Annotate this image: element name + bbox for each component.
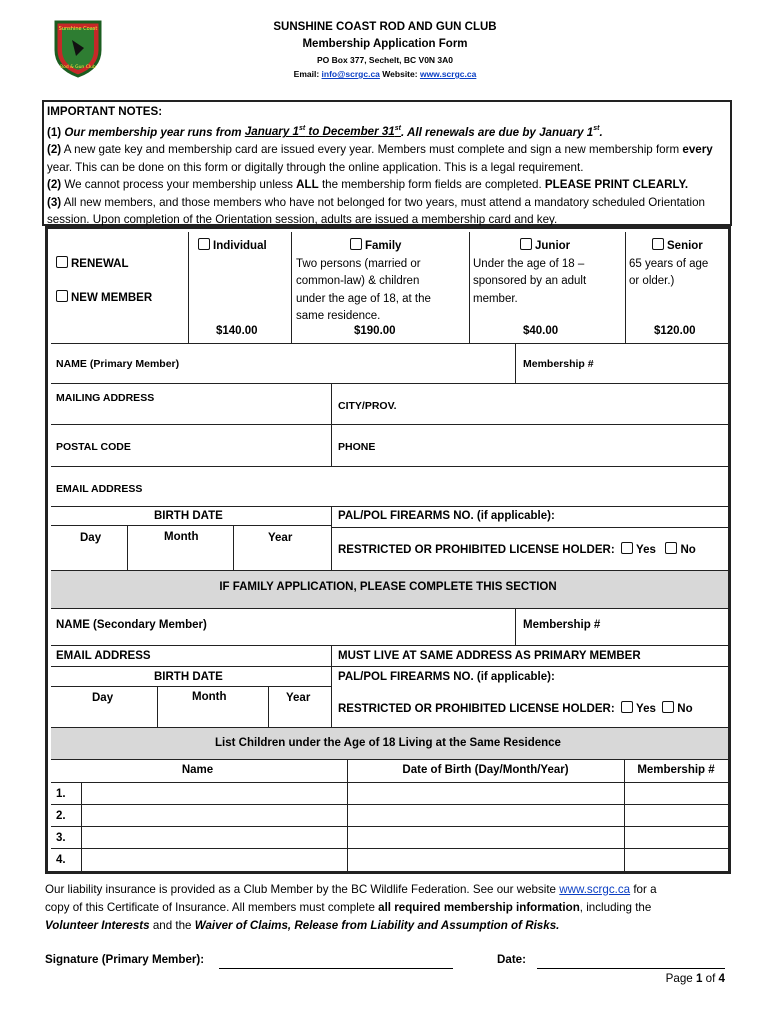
restricted-yes-checkbox[interactable] [621,542,633,554]
restricted-no-checkbox[interactable] [665,542,677,554]
signature-label: Signature (Primary Member): [45,953,205,966]
pal-label: PAL/POL FIREARMS NO. (if applicable): [338,510,555,522]
birth-day-label: Day [80,532,102,544]
email-link[interactable]: info@scrgc.ca [321,69,380,79]
child-row-2: 2. [56,810,66,822]
email-address-label: EMAIL ADDRESS [56,483,143,495]
important-notes [42,100,732,226]
secondary-birth-date-label: BIRTH DATE [154,671,223,683]
secondary-name-label: NAME (Secondary Member) [56,619,207,631]
children-col-name: Name [181,764,214,776]
family-price: $190.00 [354,325,396,337]
birth-month-label: Month [164,531,199,543]
secondary-restricted-label: RESTRICTED OR PROHIBITED LICENSE HOLDER: Yes No [338,703,693,715]
postal-code-label: POSTAL CODE [56,441,131,453]
secondary-restricted-yes-checkbox[interactable] [621,701,633,713]
club-logo [52,18,104,78]
junior-option[interactable]: Junior [520,238,570,252]
family-option[interactable]: Family [350,238,401,252]
birth-date-label: BIRTH DATE [154,510,223,522]
secondary-month-label: Month [192,691,227,703]
membership-form [45,226,731,874]
website-label: Website: [382,69,418,79]
logo-text-top: Sunshine Coast [58,26,98,32]
senior-price: $120.00 [654,325,696,337]
individual-price: $140.00 [216,325,258,337]
club-address: PO Box 377, Sechelt, BC V0N 3A0 [316,55,454,65]
restricted-label: RESTRICTED OR PROHIBITED LICENSE HOLDER: Yes No [338,544,696,556]
insurance-paragraph: Our liability insurance is provided as a Club Member by the BC Wildlife Federation. See our website www.scrgc.ca for a copy of this Certificate of Insurance. All members must complete all required membership information, including the Volunteer Interests and the Waiver of Claims, Release from Liability and Assumption of Risks. [45,883,657,932]
insurance-website-link[interactable]: www.scrgc.ca [559,883,631,896]
secondary-pal-label: PAL/POL FIREARMS NO. (if applicable): [338,671,555,683]
note-3: (2) We cannot process your membership unless ALL the membership form fields are completed. PLEASE PRINT CLEARLY. [47,178,689,192]
child-row-1: 1. [56,788,66,800]
child-row-4: 4. [56,854,66,866]
children-col-dob: Date of Birth (Day/Month/Year) [402,764,569,776]
senior-description: 65 years of age or older.) [629,258,709,288]
new-member-checkbox[interactable] [56,290,68,302]
city-prov-label: CITY/PROV. [338,400,397,412]
secondary-day-label: Day [92,692,114,704]
junior-description: Under the age of 18 – sponsored by an adult member. [473,258,587,305]
primary-name-label: NAME (Primary Member) [56,358,180,370]
mailing-address-label: MAILING ADDRESS [56,392,155,404]
contact-line [240,69,530,79]
signature-line[interactable] [219,968,453,969]
junior-checkbox[interactable] [520,238,532,250]
secondary-year-label: Year [286,692,311,704]
child-row-3: 3. [56,832,66,844]
junior-price: $40.00 [523,325,559,337]
date-line[interactable] [537,968,725,969]
note-2: (2) A new gate key and membership card are issued every year. Members must complete and sign a new membership form every year. This can be done on this form or digitally through the online application. This is a legal requirement. [47,143,713,174]
family-checkbox[interactable] [350,238,362,250]
phone-label: PHONE [338,441,376,453]
individual-checkbox[interactable] [198,238,210,250]
renewal-checkbox[interactable] [56,256,68,268]
secondary-restricted-no-checkbox[interactable] [662,701,674,713]
form-title: Membership Application Form [302,38,468,50]
notes-title: IMPORTANT NOTES: [47,105,163,118]
date-label: Date: [497,953,526,966]
website-link[interactable]: www.scrgc.ca [419,69,477,79]
family-description: Two persons (married or common-law) & children under the age of 18, at the same residence. [296,258,431,323]
new-member-option[interactable]: NEW MEMBER [56,290,152,304]
senior-option[interactable]: Senior [652,238,703,252]
email-label: Email: [293,69,320,79]
note-1: (1) Our membership year runs from January 1st to December 31st. All renewals are due by January 1st. [47,125,603,139]
birth-year-label: Year [268,532,293,544]
renewal-option[interactable]: RENEWAL [56,256,129,270]
children-col-membership: Membership # [637,764,715,776]
org-name: SUNSHINE COAST ROD AND GUN CLUB [273,21,497,33]
senior-checkbox[interactable] [652,238,664,250]
must-live-label: MUST LIVE AT SAME ADDRESS AS PRIMARY MEMBER [338,650,641,662]
note-4: (3) All new members, and those members who have not belonged for two years, must attend a mandatory scheduled Orientation session. Upon completion of the Orientation session, adults are issued a membership card and key. [47,195,705,227]
children-heading: List Children under the Age of 18 Living at the Same Residence [215,737,561,749]
page-number: Page 1 of 4 [665,972,725,985]
logo-text-bottom: Rod & Gun Club [60,65,96,70]
individual-option[interactable]: Individual [198,238,267,252]
secondary-membership-no-label: Membership # [523,619,601,631]
secondary-email-label: EMAIL ADDRESS [56,650,151,662]
primary-membership-no-label: Membership # [523,358,594,370]
family-section-heading: IF FAMILY APPLICATION, PLEASE COMPLETE THIS SECTION [219,581,557,593]
